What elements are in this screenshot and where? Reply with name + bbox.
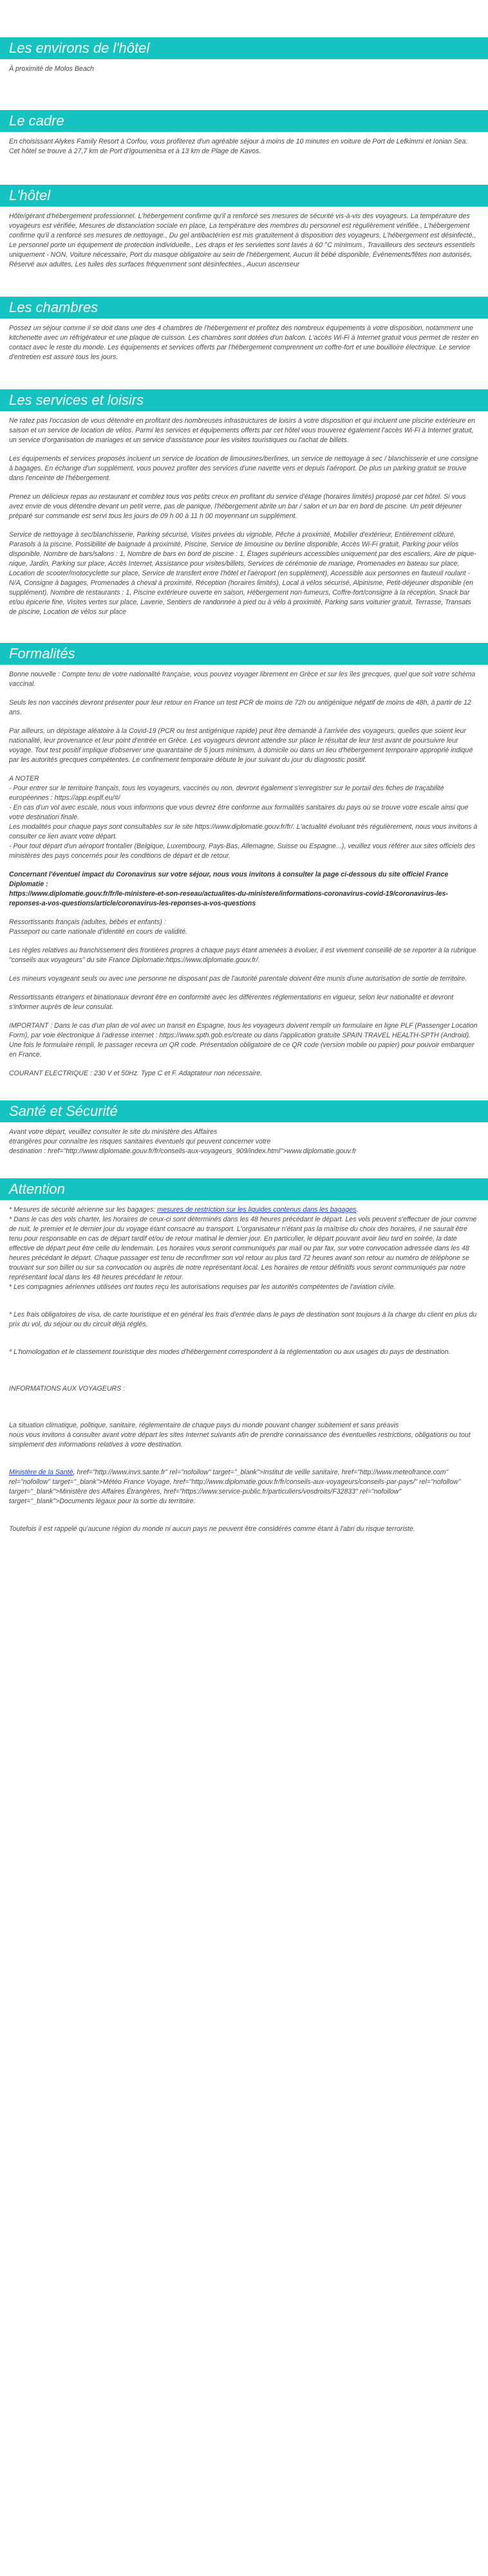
attention-p7: Toutefois il est rappelé qu'aucune région du monde ni aucun pays ne peuvent être considérés comme étant à l'abri du risque terroriste.	[9, 1525, 415, 1533]
environs-text: À proximité de Molos Beach	[9, 65, 94, 73]
formalites-p10: IMPORTANT : Dans le cas d'un plan de vol avec un transit en Espagne, tous les voyageurs doivent remplir un formulaire en ligne PLF (Passenger Location Form), par voie électronique à l'adresse internet : https://www.spth.gob.es/create ou dans l'application gratuite SPAIN TRAVEL HEALTH-SPTH (Android). Une fois le formulaire rempli, le passager recevra un QR code. Présentation obligatoire de ce QR code (version mobile ou papier) pour pouvoir embarquer en France.	[9, 1022, 478, 1059]
section-body-attention	[0, 1200, 488, 1534]
section-title-hotel: L'hôtel	[0, 185, 488, 207]
section-services	[0, 389, 488, 617]
section-body-formalites	[0, 665, 488, 1079]
hotel-text: Hôte/gérant d'hébergement professionnel. L'hébergement confirme qu'il a renforcé ses mesures de sécurité vis-à-vis des voyageurs. La température des voyageurs est vérifiée, Mesures de distanciation sociale en place, La température des membres du personnel est régulièrement vérifiée., L'hébergement confirme qu'il a renforcé ses mesures de nettoyage., Du gel antibactérien est mis gratuitement à disposition des voyageurs, L'hébergement est désinfecté., Le personnel porte un équipement de protection individuelle., Les draps et les serviettes sont lavés à 60 °C minimum., Travailleurs des secteurs essentiels uniquement - NON, Voiture nécessaire, Port du masque obligatoire au sein de l'hébergement, Aucun lit bébé disponible, Événements/fêtes non autorisés, Réservé aux adultes, Les tuiles des surfaces fréquemment sont désinfectées., Aucun ascenseur	[9, 212, 476, 268]
attention-p1	[9, 1205, 479, 1292]
services-p1: Ne ratez pas l'occasion de vous détendre en profitant des nombreuses infrastructures de loisirs à votre disposition et qui incluent une piscine extérieure en saison et un service de location de vélos. Parmi les services et équipements offerts par cet hôtel vous trouverez également l'accès Wi-Fi à Internet gratuit, un service d'organisation de mariages et un service d'assistance pour les visites touristiques ou l'achat de billets.	[9, 417, 475, 444]
coronavirus-notice: Concernant l'éventuel impact du Coronavirus sur votre séjour, nous vous invitons à consulter la page ci-dessous du site officiel France Diplomatie : https://www.diplomatie.gouv.fr/fr/le-ministere-et-son-reseau/actualites-du-ministere/informations-coronavirus-covid-19/coronavirus-les-reponses-a-vos-questions/article/coronavirus-les-reponses-a-vos-questions	[9, 871, 449, 907]
section-body-cadre	[0, 132, 488, 156]
section-title-attention: Attention	[0, 1178, 488, 1200]
section-title-services: Les services et loisirs	[0, 389, 488, 411]
section-title-sante: Santé et Sécurité	[0, 1100, 488, 1122]
section-environs	[0, 37, 488, 74]
section-cadre	[0, 110, 488, 156]
attention-p1-post: . * Dans le cas des vols charter, les horaires de ceux-ci sont déterminés dans les 48 heures précédant le départ. Les vols peuvent s'effectuer de jour comme de nuit, le premier et le dernier jour du voyage étant consacré au transport. L'organisateur n'étant pas la maîtrise du choix des horaires, il ne saurait être tenu pour responsable en cas de départ tardif et/ou de retour matinal le dernier jour. En particulier, le départ pouvant avoir lieu tard en soirée, la date effective de départ peut être celle du lendemain. Les horaires vous seront communiqués par mail ou par fax, sur votre convocation adressée dans les 48 heures précédant le départ. Chaque passager est tenu de reconfirmer son vol retour au plus tard 72 heures avant son retour au numéro de téléphone se trouvant sur son billet ou sur sa convocation ou auprès de notre représentant local. Les horaires de retour définitifs vous seront communiqués par notre représentant local dans les 48 heures précédant le retour. * Les compagnies aériennes utilisées ont toutes reçu les autorisations requises par les autorités compétentes de l'aviation civile.	[9, 1206, 477, 1291]
attention-p6	[9, 1468, 479, 1506]
liquids-restriction-link[interactable]: mesures de restriction sur les liquides contenus dans les bagages	[157, 1206, 357, 1214]
cadre-text: En choisissant Alykes Family Resort à Corfou, vous profiterez d'un agréable séjour à moins de 10 minutes en voiture de Port de Lefkimmi et Ionian Sea. Cet hôtel se trouve à 27,7 km de Port d'Igoumenitsa et à 13 km de Plage de Kavos.	[9, 138, 468, 155]
attention-p6-post: , href="http://www.invs.sante.fr" rel="nofollow" target="_blank">Institut de veille sanitaire, href="http://www.meteofrance.com" rel="nofollow" target="_blank">Météo France Voyage, href="http://www.diplomatie.gouv.fr/fr/conseils-aux-voyageurs/conseils-par-pays/" rel="nofollow" target="_blank">Ministère des Affaires Étrangères, href="https://www.service-public.fr/particuliers/vosdroits/F32833" rel="nofollow" target="_blank">Documents légaux pour la sortie du territoire.	[9, 1469, 461, 1505]
formalites-p1: Bonne nouvelle : Compte tenu de votre nationalité française, vous pouvez voyager librement en Grèce et sur les îles grecques, quel que soit votre schéma vaccinal.	[9, 671, 476, 688]
ministere-sante-link[interactable]: Ministère de la Santé	[9, 1469, 73, 1476]
sante-text: Avant votre départ, veuillez consulter le site du ministère des Affaires étrangères pour connaître les risques sanitaires éventuels qui peuvent concerner votre destination : href="http://www.diplomatie.gouv.fr/fr/conseils-aux-voyageurs_909/index.html">www.diplomatie.gouv.fr	[9, 1128, 357, 1155]
attention-p4: INFORMATIONS AUX VOYAGEURS :	[9, 1385, 126, 1393]
attention-p5: La situation climatique, politique, sanitaire, réglementaire de chaque pays du monde pouvant changer subitement et sans préavis nous vous invitons à consulter avant votre départ les sites Internet suivants afin de prendre connaissance des éventuelles restrictions, obligations ou tout simplement des informations relatives à votre destination.	[9, 1422, 471, 1449]
formalites-p3: Par ailleurs, un dépistage aléatoire à la Covid-19 (PCR ou test antigénique rapide) peut être demandé à l'arrivée des voyageurs, quelles que soient leur nationalité, leur provenance et leur point d'entrée en Grèce. Les voyageurs devront attendre sur place le résultat de leur test avant de poursuivre leur voyage. Tout test positif implique d'observer une quarantaine de 5 jours minimum, à domicile ou dans un lieu d'hébergement temporaire approprié indiqué par les autorités grecques compétentes. Le confinement temporaire débute le jour suivant du jour du diagnostic positif.	[9, 727, 473, 764]
formalites-p9: Ressortissants étrangers et binationaux devront être en conformité avec les différentes réglementations en vigueur, selon leur nationalité et devront s'informer auprès de leur consulat.	[9, 994, 454, 1011]
section-title-chambres: Les chambres	[0, 297, 488, 319]
formalites-p11: COURANT ELECTRIQUE : 230 V et 50Hz. Type C et F. Adaptateur non nécessaire.	[9, 1070, 263, 1077]
section-body-sante	[0, 1122, 488, 1156]
formalites-p8: Les mineurs voyageant seuls ou avec une personne ne disposant pas de l'autorité parentale doivent être munis d'une autorisation de sortie de territoire.	[9, 975, 467, 983]
section-hotel	[0, 185, 488, 270]
formalites-p2: Seuls les non vaccinés devront présenter pour leur retour en France un test PCR de moins de 72h ou antigénique négatif de moins de 48h, à partir de 12 ans.	[9, 699, 471, 716]
formalites-p6: Ressortissants français (adultes, bébés et enfants) : Passeport ou carte nationale d'identité en cours de validité.	[9, 918, 188, 936]
section-chambres	[0, 297, 488, 362]
section-body-environs	[0, 59, 488, 74]
services-p2: Les équipements et services proposés incluent un service de location de limousines/berlines, un service de nettoyage à sec / blanchisserie et une consigne à bagages. En échange d'un supplément, vous pouvez profiter des services d'une navette vers et depuis l'aéroport. De plus un parking gratuit se trouve dans l'enceinte de l'hébergement.	[9, 455, 478, 482]
attention-p1-pre: * Mesures de sécurité aérienne sur les bagages:	[9, 1206, 158, 1214]
section-sante	[0, 1100, 488, 1156]
section-title-environs: Les environs de l'hôtel	[0, 37, 488, 59]
section-attention	[0, 1178, 488, 1534]
attention-p3: * L'homologation et le classement touristique des modes d'hébergement correspondent à la réglementation ou aux usages du pays de destination.	[9, 1348, 451, 1356]
formalites-p5	[9, 870, 479, 909]
section-body-hotel	[0, 207, 488, 270]
page	[0, 37, 488, 1534]
section-title-formalites: Formalités	[0, 643, 488, 665]
formalites-p7: Les règles relatives au franchissement des frontières propres à chaque pays étant amenées à évoluer, il est vivement conseillé de se reporter à la rubrique "conseils aux voyageurs" du site France Diplomatie:https://www.diplomatie.gouv.fr/.	[9, 947, 476, 964]
services-p3: Prenez un délicieux repas au restaurant et comblez tous vos petits creux en profitant du service d'étage (horaires limités) proposé par cet hôtel. Si vous avez envie de vous détendre devant un petit verre, pas de panique, l'hébergement abrite un bar / salon et un bar en bord de piscine. Un petit déjeuner préparé sur commande est servi tous les jours de 09 h 00 à 11 h 00 moyennant un supplément.	[9, 493, 466, 520]
chambres-text: Possez un séjour comme il se doit dans une des 4 chambres de l'hébergement et profitez des nombreux équipements à votre disposition, notamment une kitchenette avec un réfrigérateur et une plaque de cuisson. Les chambres sont dotées d'un balcon. L'accès Wi-Fi à Internet gratuit vous permet de rester en contact avec le reste du monde. Les équipements et services offerts par l'hébergement comprennent un coffre-fort et une bouilloire électrique. Le service d'entretien est assuré tous les jours.	[9, 324, 479, 361]
section-body-chambres	[0, 319, 488, 362]
formalites-p4: A NOTER - Pour entrer sur le territoire français, tous les voyageurs, vaccinés ou non, devront également s'enregistrer sur le portail des fiches de traçabilité européennes : https://app.euplf.eu/#/ - En cas d'un vol avec escale, nous vous informons que vous devrez être conforme aux formalités sanitaires du pays où se trouve votre escale ainsi que votre destination finale. Les modalités pour chaque pays sont consultables sur le site https://www.diplomatie.gouv.fr/fr/. L'actualité évoluant très régulièrement, nous vous invitons à consulter ce lien avant votre départ. - Pour tout départ d'un aéroport frontalier (Belgique, Luxembourg, Pays-Bas, Allemagne, Suisse ou Espagne...), veuillez vous référer aux sites officiels des ministères des pays concernés pour les conditions de départ et de retour.	[9, 775, 478, 860]
section-formalites	[0, 643, 488, 1079]
section-body-services	[0, 411, 488, 617]
attention-p2: * Les frais obligatoires de visa, de carte touristique et en général les frais d'entrée dans le pays de destination sont toujours à la charge du client en plus du prix du vol, du séjour ou du circuit déjà réglés.	[9, 1311, 477, 1328]
section-title-cadre: Le cadre	[0, 110, 488, 132]
services-p4: Service de nettoyage à sec/blanchisserie, Parking sécurisé, Visites privées du vignoble, Pêche à proximité, Mobilier d'extérieur, Entièrement clôturé, Parasols à la piscine, Possibilité de baignade à proximité, Piscine, Service de limousine ou berline disponible, Accès Wi-Fi gratuit, Parking pour vélos disponible, Nombre de bars/salons : 1, Nombre de bars en bord de piscine : 1, Étages supérieurs accessibles uniquement par des escaliers, Aire de pique-nique, Jardin, Parking sur place, Accès Internet, Assistance pour visites/billets, Services de cérémonie de mariage, Promenades en bateau sur place, Location de scooter/motocyclette sur place, Service de transfert entre l'hôtel et l'aéroport (en supplément), Accessible aux personnes en fauteuil roulant - N/A, Consigne à bagages, Promenades à cheval à proximité, Réception (horaires limités), Local à vélos sécurisé, Alpinisme, Petit-déjeuner disponible (en supplément), Nombre de restaurants : 1, Piscine extérieure ouverte en saison, Hébergement non-fumeurs, Coffre-fort/consigne à la réception, Snack bar et/ou épicerie fine, Visites vertes sur place, Laverie, Sentiers de randonnée à pied ou à vélo à proximité, Parking sans voiturier gratuit, Terrasse, Transats de piscine, Location de vélos sur place	[9, 531, 476, 616]
